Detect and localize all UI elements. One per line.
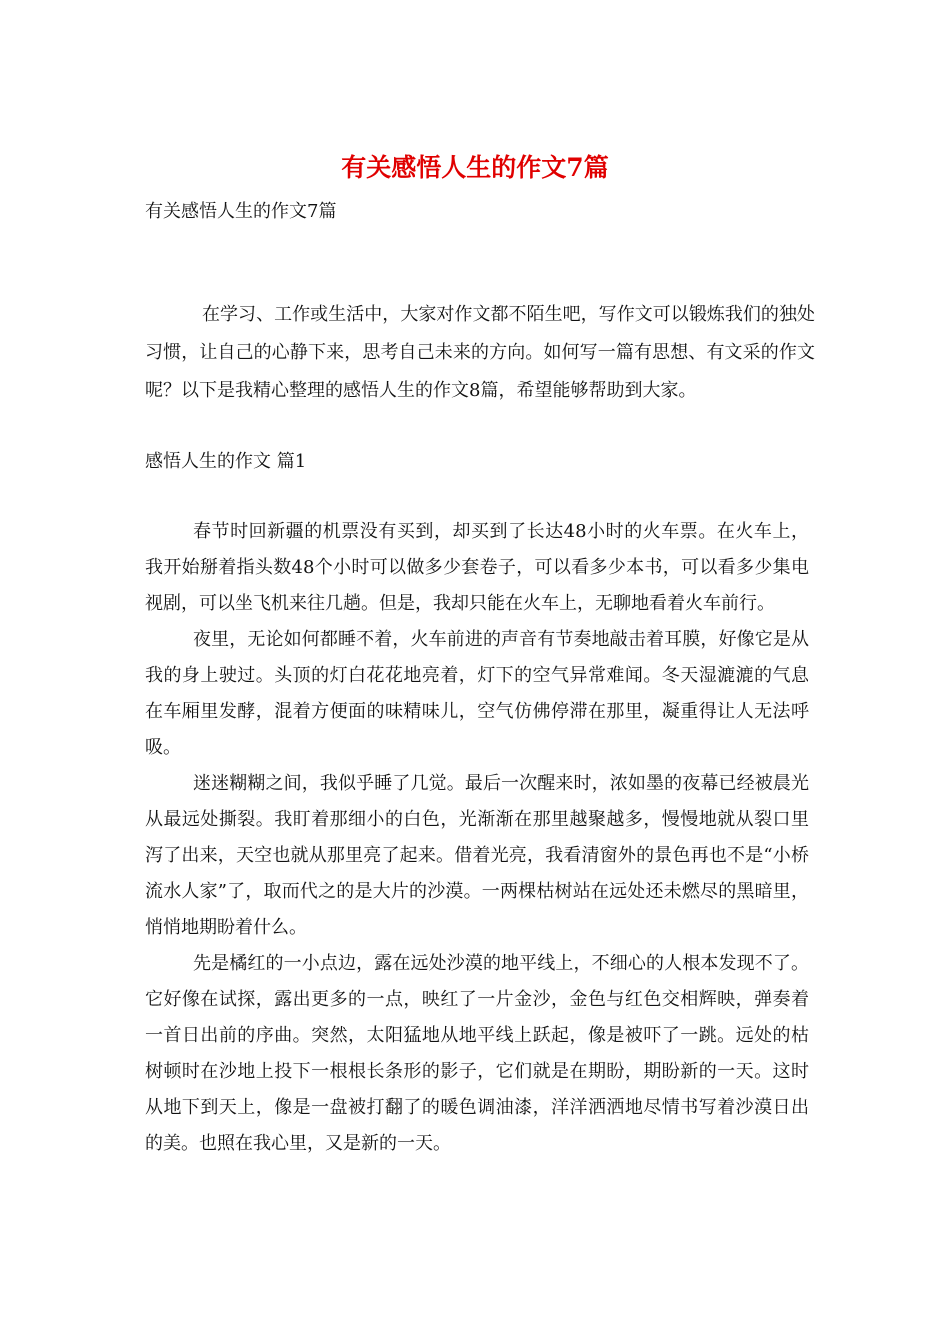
intro-paragraph: 在学习、工作或生活中，大家对作文都不陌生吧，写作文可以锻炼我们的独处习惯，让自己的心静下来，思考自己未来的方向。如何写一篇有思想、有文采的作文呢？以下是我精心整理的感悟人生的作文8篇，希望能够帮助到大家。 [145,304,815,401]
document-title: 有关感悟人生的作文7篇 [341,153,609,182]
document-subtitle: 有关感悟人生的作文7篇 [145,201,337,222]
body-paragraph: 春节时回新疆的机票没有买到，却买到了长达48小时的火车票。在火车上，我开始掰着指头数48个小时可以做多少套卷子，可以看多少本书，可以看多少集电视剧，可以坐飞机来往几趟。但是，我却只能在火车上，无聊地看着火车前行。 [145,521,809,614]
section-heading: 感悟人生的作文 篇1 [145,451,307,472]
essay-body [145,514,809,1162]
body-paragraph: 夜里，无论如何都睡不着，火车前进的声音有节奏地敲击着耳膜，好像它是从我的身上驶过。头顶的灯白花花地亮着，灯下的空气异常难闻。冬天湿漉漉的气息在车厢里发酵，混着方便面的味精味儿，空气仿佛停滞在那里，凝重得让人无法呼吸。 [145,629,809,758]
body-paragraph: 迷迷糊糊之间，我似乎睡了几觉。最后一次醒来时，浓如墨的夜幕已经被晨光从最远处撕裂。我盯着那细小的白色，光渐渐在那里越聚越多，慢慢地就从裂口里泻了出来，天空也就从那里亮了起来。借着光亮，我看清窗外的景色再也不是“小桥流水人家”了，取而代之的是大片的沙漠。一两棵枯树站在远处还未燃尽的黑暗里，悄悄地期盼着什么。 [145,773,809,938]
body-paragraph: 先是橘红的一小点边，露在远处沙漠的地平线上，不细心的人根本发现不了。它好像在试探，露出更多的一点，映红了一片金沙，金色与红色交相辉映，弹奏着一首日出前的序曲。突然，太阳猛地从地平线上跃起，像是被吓了一跳。远处的枯树顿时在沙地上投下一根根长条形的影子，它们就是在期盼，期盼新的一天。这时从地下到天上，像是一盘被打翻了的暖色调油漆，洋洋洒洒地尽情书写着沙漠日出的美。也照在我心里，又是新的一天。 [145,953,809,1154]
